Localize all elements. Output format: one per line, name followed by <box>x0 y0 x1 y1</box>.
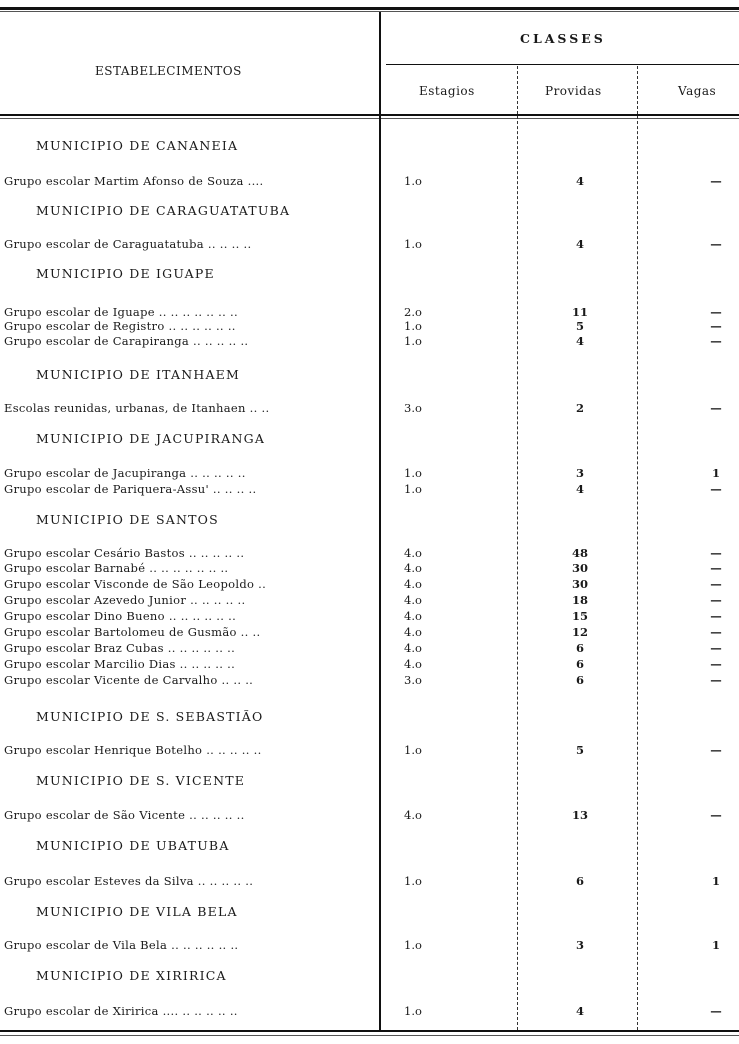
providas-value: 18 <box>571 593 588 607</box>
providas-value: 4 <box>575 237 584 251</box>
providas-value: 12 <box>571 625 588 639</box>
table-row <box>0 609 739 623</box>
estagio-value: 1.o <box>404 874 422 888</box>
estagio-value: 1.o <box>404 466 422 480</box>
table-row <box>0 237 739 251</box>
top-rule-thin <box>0 11 739 12</box>
estagio-value: 1.o <box>404 334 422 348</box>
school-name: Grupo escolar de Pariquera-Assu' .. .. .. .. <box>4 482 257 496</box>
municipality-title: MUNICIPIO DE CANANEIA <box>36 138 239 153</box>
providas-value: 13 <box>571 808 588 822</box>
table-row <box>0 174 739 188</box>
table-row <box>0 625 739 639</box>
header-bottom-rule <box>0 114 739 116</box>
school-name: Grupo escolar Visconde de São Leopoldo .. <box>4 577 267 591</box>
vagas-value: — <box>710 546 722 560</box>
header-vagas: Vagas <box>678 84 717 98</box>
vagas-value: — <box>710 237 722 251</box>
vagas-value: — <box>710 808 722 822</box>
providas-value: 4 <box>575 334 584 348</box>
estagio-value: 3.o <box>404 673 422 687</box>
vagas-value: — <box>710 609 722 623</box>
municipality-title: MUNICIPIO DE VILA BELA <box>36 904 238 919</box>
classes-underline <box>386 64 739 65</box>
school-name: Escolas reunidas, urbanas, de Itanhaen .. .. <box>4 401 270 415</box>
estagio-value: 4.o <box>404 657 422 671</box>
table-row <box>0 466 739 480</box>
bottom-rule <box>0 1030 739 1032</box>
estagio-value: 4.o <box>404 625 422 639</box>
vagas-value: — <box>710 743 722 757</box>
vagas-value: — <box>710 174 722 188</box>
vagas-value: — <box>710 319 722 333</box>
estagio-value: 1.o <box>404 938 422 952</box>
providas-value: 5 <box>575 743 584 757</box>
estagio-value: 2.o <box>404 305 422 319</box>
estagio-value: 4.o <box>404 641 422 655</box>
providas-value: 3 <box>575 938 584 952</box>
school-name: Grupo escolar de São Vicente .. .. .. .. .. <box>4 808 245 822</box>
top-rule <box>0 7 739 10</box>
municipality-title: MUNICIPIO DE CARAGUATATUBA <box>36 203 291 218</box>
table-row <box>0 334 739 348</box>
school-name: Grupo escolar Braz Cubas .. .. .. .. .. .. <box>4 641 236 655</box>
estagio-value: 4.o <box>404 609 422 623</box>
providas-value: 6 <box>575 657 584 671</box>
vagas-value: — <box>710 673 722 687</box>
vagas-value: — <box>710 625 722 639</box>
vagas-value: — <box>710 561 722 575</box>
providas-value: 5 <box>575 319 584 333</box>
table-row <box>0 546 739 560</box>
school-name: Grupo escolar de Carapiranga .. .. .. .. .. <box>4 334 249 348</box>
table-row <box>0 1004 739 1018</box>
providas-value: 6 <box>575 673 584 687</box>
table-row <box>0 657 739 671</box>
providas-value: 6 <box>575 641 584 655</box>
providas-value: 3 <box>575 466 584 480</box>
school-name: Grupo escolar de Jacupiranga .. .. .. .. .. <box>4 466 246 480</box>
municipality-title: MUNICIPIO DE S. VICENTE <box>36 773 246 788</box>
estagio-value: 1.o <box>404 743 422 757</box>
municipality-title: MUNICIPIO DE XIRIRICA <box>36 968 227 983</box>
school-name: Grupo escolar Martim Afonso de Souza .... <box>4 174 264 188</box>
vagas-value: — <box>710 305 722 319</box>
providas-value: 30 <box>571 577 588 591</box>
estagio-value: 4.o <box>404 577 422 591</box>
header-estabelecimentos: ESTABELECIMENTOS <box>95 64 242 78</box>
bottom-rule-thin <box>0 1035 739 1036</box>
providas-value: 4 <box>575 174 584 188</box>
table-row <box>0 743 739 757</box>
providas-value: 30 <box>571 561 588 575</box>
estagio-value: 4.o <box>404 561 422 575</box>
providas-value: 15 <box>571 609 588 623</box>
table-row <box>0 401 739 415</box>
table-row <box>0 938 739 952</box>
providas-value: 48 <box>571 546 588 560</box>
school-name: Grupo escolar Esteves da Silva .. .. .. .. .. <box>4 874 254 888</box>
providas-value: 2 <box>575 401 584 415</box>
school-name: Grupo escolar Cesário Bastos .. .. .. .. .. <box>4 546 245 560</box>
school-name: Grupo escolar Bartolomeu de Gusmão .. .. <box>4 625 261 639</box>
providas-value: 4 <box>575 482 584 496</box>
providas-value: 4 <box>575 1004 584 1018</box>
vagas-value: — <box>710 482 722 496</box>
vagas-value: — <box>710 641 722 655</box>
providas-value: 6 <box>575 874 584 888</box>
table-row <box>0 673 739 687</box>
table-row <box>0 593 739 607</box>
school-name: Grupo escolar Barnabé .. .. .. .. .. .. .. <box>4 561 229 575</box>
school-name: Grupo escolar Azevedo Junior .. .. .. .. .. <box>4 593 246 607</box>
school-name: Grupo escolar Dino Bueno .. .. .. .. .. .. <box>4 609 237 623</box>
table-row <box>0 874 739 888</box>
school-name: Grupo escolar de Xiririca .... .. .. .. .. .. <box>4 1004 238 1018</box>
school-name: Grupo escolar de Iguape .. .. .. .. .. .. .. <box>4 305 238 319</box>
school-name: Grupo escolar de Registro .. .. .. .. .. .. <box>4 319 236 333</box>
header-estagios: Estagios <box>419 84 475 98</box>
vagas-value: 1 <box>711 938 720 952</box>
vagas-value: — <box>710 657 722 671</box>
school-name: Grupo escolar Vicente de Carvalho .. .. .. <box>4 673 254 687</box>
estagio-value: 1.o <box>404 482 422 496</box>
estagio-value: 1.o <box>404 319 422 333</box>
school-name: Grupo escolar de Vila Bela .. .. .. .. .. .. <box>4 938 239 952</box>
estagio-value: 4.o <box>404 593 422 607</box>
header-classes: CLASSES <box>520 31 606 46</box>
table-row <box>0 561 739 575</box>
table-row <box>0 482 739 496</box>
vagas-value: — <box>710 401 722 415</box>
header-providas: Providas <box>545 84 602 98</box>
vagas-value: — <box>710 593 722 607</box>
vagas-value: — <box>710 1004 722 1018</box>
school-name: Grupo escolar Henrique Botelho .. .. .. .. .. <box>4 743 262 757</box>
vagas-value: 1 <box>711 466 720 480</box>
estagio-value: 1.o <box>404 174 422 188</box>
estagio-value: 1.o <box>404 1004 422 1018</box>
table-row <box>0 577 739 591</box>
estagio-value: 4.o <box>404 546 422 560</box>
table-row <box>0 808 739 822</box>
vagas-value: — <box>710 577 722 591</box>
municipality-title: MUNICIPIO DE S. SEBASTIÃO <box>36 709 264 724</box>
table-row <box>0 305 739 319</box>
municipality-title: MUNICIPIO DE IGUAPE <box>36 266 215 281</box>
estagio-value: 1.o <box>404 237 422 251</box>
header-bottom-rule-thin <box>0 118 739 119</box>
estagio-value: 4.o <box>404 808 422 822</box>
municipality-title: MUNICIPIO DE UBATUBA <box>36 838 230 853</box>
school-name: Grupo escolar Marcilio Dias .. .. .. .. .. <box>4 657 236 671</box>
estagio-value: 3.o <box>404 401 422 415</box>
vagas-value: 1 <box>711 874 720 888</box>
municipality-title: MUNICIPIO DE JACUPIRANGA <box>36 431 266 446</box>
municipality-title: MUNICIPIO DE ITANHAEM <box>36 367 241 382</box>
table-row <box>0 641 739 655</box>
table-row <box>0 319 739 333</box>
municipality-title: MUNICIPIO DE SANTOS <box>36 512 219 527</box>
school-name: Grupo escolar de Caraguatatuba .. .. .. .. <box>4 237 252 251</box>
vagas-value: — <box>710 334 722 348</box>
providas-value: 11 <box>571 305 588 319</box>
